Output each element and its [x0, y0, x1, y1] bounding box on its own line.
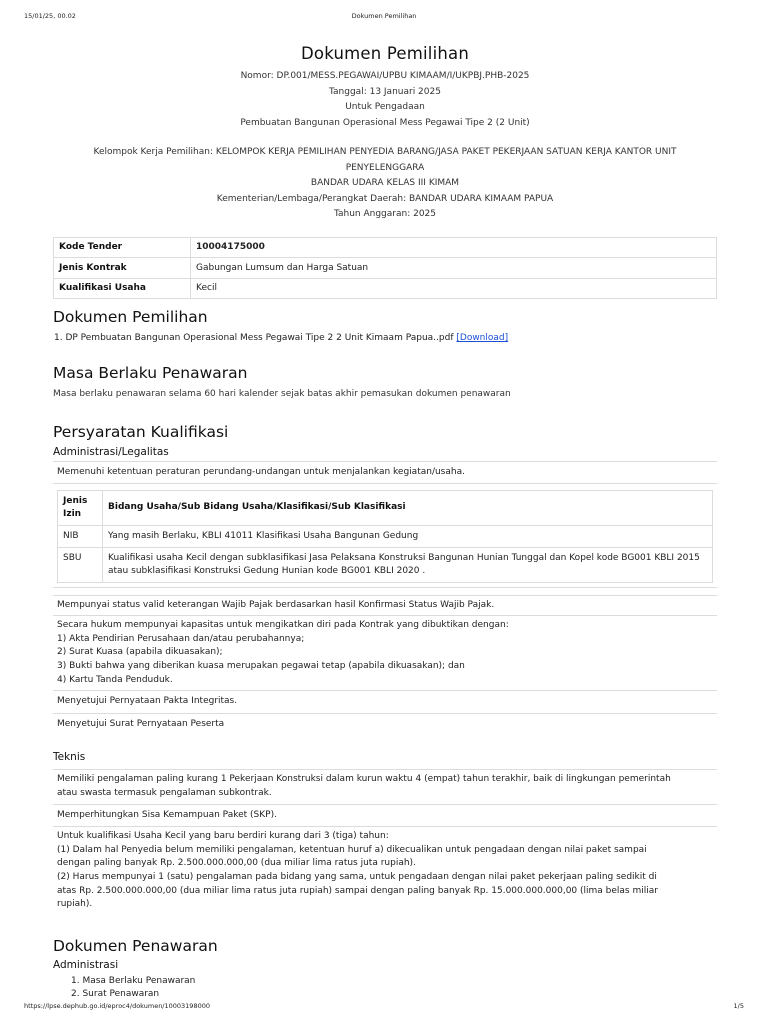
- section-persyaratan-kualifikasi: [53, 423, 717, 915]
- requirement-row: [53, 616, 717, 691]
- requirement-row: Mempunyai status valid keterangan Wajib Pajak berdasarkan hasil Konfirmasi Status Wajib Pajak.: [53, 596, 717, 617]
- izin-bidang: Kualifikasi usaha Kecil dengan subklasifikasi Jasa Pelaksana Konstruksi Bangunan Hunian Tunggal dan Kopel kode BG001 KBLI 2015 atau subklasifikasi Konstruksi Gedung Hunian kode BG001 KBLI 2020 .: [103, 547, 713, 582]
- section-masa-berlaku: [53, 364, 717, 399]
- izin-jenis: SBU: [58, 547, 103, 582]
- info-key: Kualifikasi Usaha: [54, 278, 191, 299]
- info-value: Kecil: [191, 278, 717, 299]
- izin-table: [57, 490, 713, 583]
- doc-klpd: Kementerian/Lembaga/Perangkat Daerah: BANDAR UDARA KIMAAM PAPUA: [216, 193, 554, 204]
- print-page-number: 1/5: [733, 1002, 744, 1010]
- info-value: Gabungan Lumsum dan Harga Satuan: [191, 258, 717, 279]
- print-datetime: 15/01/25, 00.02: [24, 12, 76, 20]
- requirement-row: Menyetujui Surat Pernyataan Peserta: [57, 718, 225, 729]
- section-heading: Dokumen Pemilihan: [53, 308, 208, 326]
- requirement-line: 1) Akta Pendirian Perusahaan dan/atau perubahannya;: [57, 633, 305, 644]
- table-row: [54, 258, 717, 279]
- column-header: Jenis Izin: [58, 490, 103, 525]
- requirement-line: dengan paling banyak Rp. 2.500.000.000,00 (dua miliar lima ratus juta rupiah).: [57, 858, 416, 869]
- requirement-line: Untuk kualifikasi Usaha Kecil yang baru berdiri kurang dari 3 (tiga) tahun:: [57, 831, 389, 842]
- list-item: 1. Masa Berlaku Penawaran: [71, 975, 196, 986]
- requirement-row: Menyetujui Pernyataan Pakta Integritas.: [53, 691, 717, 714]
- print-footer: [24, 1002, 744, 1012]
- doc-untuk: Untuk Pengadaan: [345, 102, 425, 112]
- requirement-line: atas Rp. 2.500.000.000,00 (dua miliar lima ratus juta rupiah) sampai dengan paling banyak Rp. 15.000.000.000,00 (lima belas miliar: [57, 885, 658, 896]
- column-header: Bidang Usaha/Sub Bidang Usaha/Klasifikasi/Sub Klasifikasi: [103, 490, 713, 525]
- requirement-row: [53, 827, 717, 915]
- requirement-line: (2) Harus mempunyai 1 (satu) pengalaman pada bidang yang sama, untuk pengadaan dengan nilai paket pekerjaan paling sedikit di: [57, 871, 657, 882]
- doc-pengadaan: Pembuatan Bangunan Operasional Mess Pegawai Tipe 2 (2 Unit): [240, 117, 530, 128]
- file-item: [53, 333, 717, 343]
- doc-nomor: Nomor: DP.001/MESS.PEGAWAI/UPBU KIMAAM/I/UKPBJ.PHB-2025: [240, 71, 530, 81]
- page-title: Dokumen Pemilihan: [301, 44, 469, 63]
- subsection-heading: Administrasi: [53, 958, 119, 971]
- download-link[interactable]: [Download]: [456, 333, 509, 343]
- requirement-row: Memenuhi ketentuan peraturan perundang-undangan untuk menjalankan kegiatan/usaha.: [53, 462, 717, 484]
- requirement-line: rupiah).: [57, 899, 93, 910]
- requirement-line: atau swasta termasuk pengalaman subkontrak.: [57, 787, 272, 798]
- info-key: Kode Tender: [54, 237, 191, 258]
- subsection-heading: Teknis: [53, 751, 86, 764]
- penawaran-list: [53, 975, 717, 1002]
- section-heading: Persyaratan Kualifikasi: [53, 423, 229, 441]
- requirement-line: Secara hukum mempunyai kapasitas untuk mengikatkan diri pada Kontrak yang dibuktikan dengan:: [57, 620, 509, 631]
- section-dokumen-pemilihan: [53, 308, 717, 343]
- doc-pokja-line2: BANDAR UDARA KELAS III KIMAM: [310, 178, 460, 188]
- requirement-line: 4) Kartu Tanda Penduduk.: [57, 674, 173, 685]
- table-row: [54, 237, 717, 258]
- subsection-heading: Administrasi/Legalitas: [53, 446, 717, 462]
- file-name: 1. DP Pembuatan Bangunan Operasional Mess Pegawai Tipe 2 2 Unit Kimaam Papua..pdf: [54, 333, 454, 343]
- info-value: 10004175000: [191, 237, 717, 258]
- masa-text: Masa berlaku penawaran selama 60 hari kalender sejak batas akhir pemasukan dokumen penawaran: [53, 389, 511, 399]
- izin-table-wrapper: [53, 484, 717, 588]
- izin-bidang: Yang masih Berlaku, KBLI 41011 Klasifikasi Usaha Bangunan Gedung: [103, 525, 713, 547]
- print-url: https://lpse.dephub.go.id/eproc4/dokumen/10003198000: [24, 1002, 210, 1010]
- doc-tahun: Tahun Anggaran: 2025: [333, 209, 436, 219]
- requirement-line: (1) Dalam hal Penyedia belum memiliki pengalaman, ketentuan huruf a) dikecualikan untuk pengadaan dengan nilai paket sampai: [57, 844, 647, 855]
- list-item: 2. Surat Penawaran: [71, 989, 160, 1000]
- section-dokumen-penawaran: [53, 937, 717, 1002]
- table-row: [58, 547, 713, 582]
- izin-jenis: NIB: [58, 525, 103, 547]
- document-page: [53, 44, 717, 1002]
- section-heading: Masa Berlaku Penawaran: [53, 364, 248, 382]
- tender-info-table: [53, 237, 717, 300]
- requirement-row: [53, 769, 717, 804]
- section-heading: Dokumen Penawaran: [53, 936, 218, 955]
- requirement-row: Memperhitungkan Sisa Kemampuan Paket (SKP).: [53, 805, 717, 828]
- print-header: [24, 12, 744, 22]
- doc-tanggal: Tanggal: 13 Januari 2025: [329, 86, 441, 97]
- info-key: Jenis Kontrak: [54, 258, 191, 279]
- requirement-line: Memiliki pengalaman paling kurang 1 Pekerjaan Konstruksi dalam kurun waktu 4 (empat) tahun terakhir, baik di lingkungan pemerintah: [57, 774, 671, 785]
- table-row: [54, 278, 717, 299]
- requirement-line: 2) Surat Kuasa (apabila dikuasakan);: [57, 647, 223, 658]
- doc-pokja-line1: Kelompok Kerja Pemilihan: KELOMPOK KERJA PEMILIHAN PENYEDIA BARANG/JASA PAKET PEKERJAAN SATUAN KERJA KANTOR UNIT PENYELENGGARA: [93, 147, 677, 173]
- table-row: [58, 525, 713, 547]
- requirement-line: 3) Bukti bahwa yang diberikan kuasa merupakan pegawai tetap (apabila dikuasakan); dan: [57, 660, 465, 671]
- table-header-row: [58, 490, 713, 525]
- print-title: Dokumen Pemilihan: [351, 12, 417, 20]
